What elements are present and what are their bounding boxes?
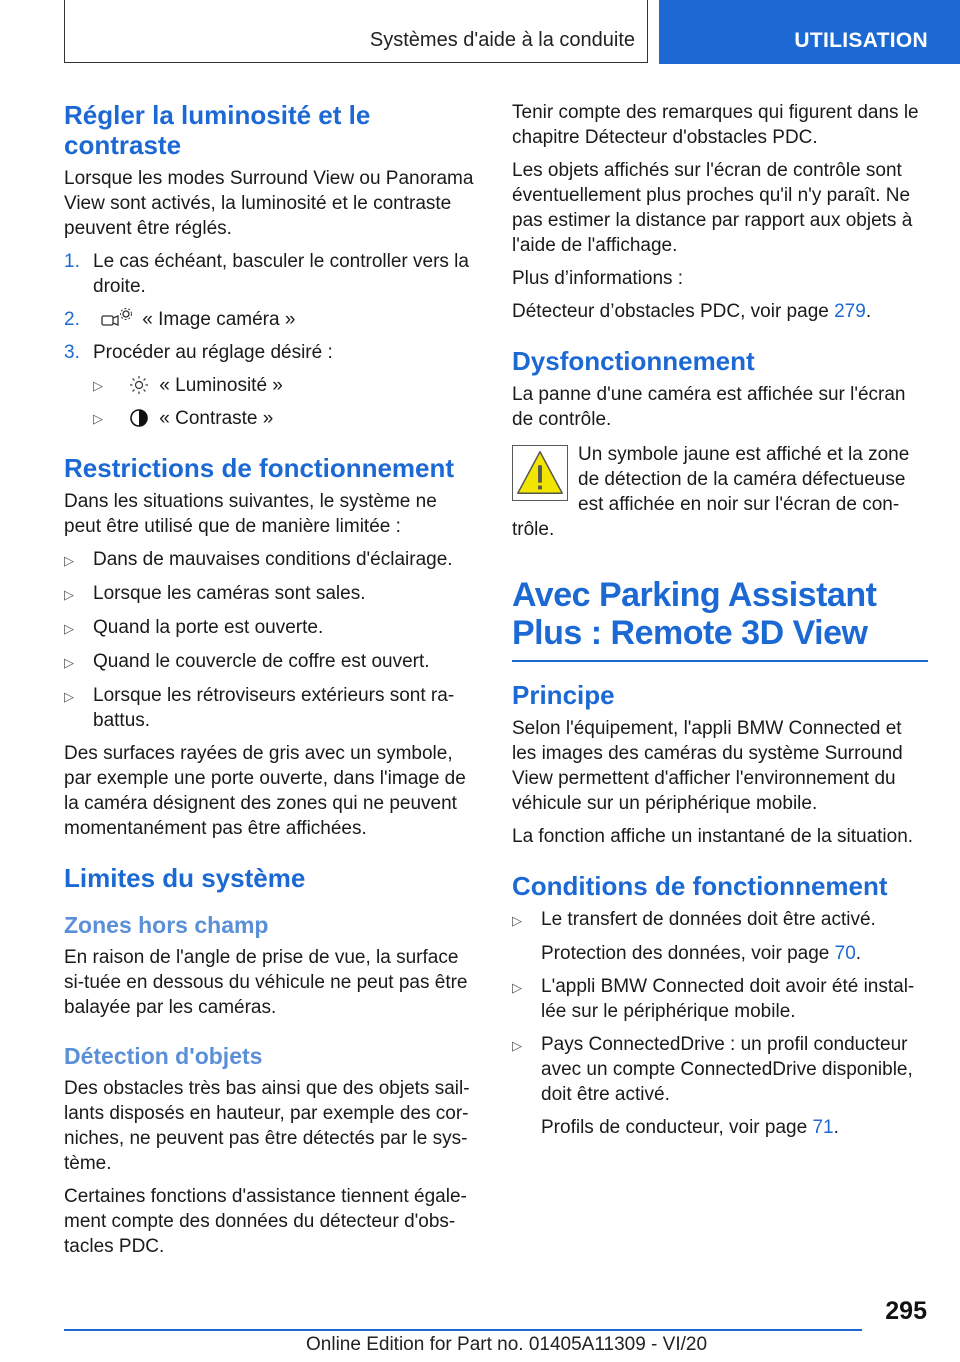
condition-ref: Profils de conducteur, voir page 71.: [541, 1116, 839, 1138]
camera-settings-icon: [99, 307, 133, 329]
paragraph-objets: Les objets affichés sur l'écran de contrôle sont éventuellement plus proches qu'il n'y paraît. Ne pas estimer la distance par rapport aux objets à l'aide de l'affichage.: [512, 160, 913, 256]
paragraph-detection: Des obstacles très bas ainsi que des objets sail-lants disposés en hauteur, par exemple des cor-niches, ne peuvent pas être détectés par le sys-tème.: [64, 1078, 470, 1174]
paragraph-fonction: La fonction affiche un instantané de la situation.: [512, 825, 914, 847]
triangle-bullet-icon: ▷: [64, 553, 74, 568]
contrast-icon: [128, 408, 150, 428]
paragraph-zones: En raison de l'angle de prise de vue, la surface si-tuée en dessous du véhicule ne peut pas être balayée par les caméras.: [64, 947, 468, 1018]
restriction-text: Quand le couvercle de coffre est ouvert.: [93, 651, 430, 672]
paragraph-certaines: Certaines fonctions d'assistance tiennent égale-ment compte des données du détecteur d'obs-tacles PDC.: [64, 1186, 467, 1257]
step-text: « Image caméra »: [142, 309, 296, 330]
heading-limites: Limites du système: [64, 863, 306, 893]
restriction-text: Lorsque les caméras sont sales.: [93, 583, 366, 604]
heading-conditions: Conditions de fonctionnement: [512, 870, 888, 901]
restriction-item: [64, 615, 478, 641]
paragraph-surfaces: Des surfaces rayées de gris avec un symbole, par exemple une porte ouverte, dans l'image de la caméra désignent des zones qui ne peuvent momentanément pas être affichées.: [64, 743, 466, 839]
subheading-zones: Zones hors champ: [64, 912, 269, 938]
sub-item-luminosite: [93, 373, 478, 398]
triangle-bullet-icon: ▷: [512, 912, 522, 928]
restriction-item: [64, 649, 478, 675]
reference-text: Profils de conducteur, voir page: [541, 1116, 808, 1138]
triangle-bullet-icon: ▷: [64, 655, 74, 670]
brightness-icon: [128, 375, 150, 395]
triangle-bullet-icon: ▷: [512, 1037, 522, 1053]
warning-block: [512, 442, 928, 542]
page-number: 295: [885, 1297, 927, 1325]
sub-item-text: « Luminosité »: [159, 375, 283, 396]
heading-rule: [512, 660, 928, 662]
footer-rule: [64, 1329, 862, 1331]
restriction-text: Lorsque les rétroviseurs extérieurs sont ra-battus.: [93, 685, 455, 731]
paragraph-principe: Selon l'équipement, l'appli BMW Connected et les images des caméras du système Surround View permettent d'afficher l'environnement du véhicule sur un périphérique mobile.: [512, 717, 903, 814]
restriction-item: [64, 683, 478, 733]
condition-item: [512, 974, 928, 1024]
triangle-bullet-icon: ▷: [64, 587, 74, 602]
header-chapter-title: UTILISATION: [794, 29, 928, 52]
paragraph-symbole: Un symbole jaune est affiché et la zone de détection de la caméra défectueuse est affichée en noir sur l'écran de con-trôle.: [512, 444, 910, 540]
heading-principe: Principe: [512, 679, 615, 710]
step-item: [64, 307, 478, 332]
condition-text: Pays ConnectedDrive : un profil conducteur avec un compte ConnectedDrive disponible, doit être activé.: [541, 1033, 913, 1105]
restriction-item: [64, 581, 478, 607]
restriction-text: Dans de mauvaises conditions d'éclairage.: [93, 549, 453, 570]
step-text: Procéder au réglage désiré :: [93, 342, 333, 363]
triangle-bullet-icon: ▷: [93, 378, 103, 393]
triangle-bullet-icon: ▷: [64, 621, 74, 636]
header-section-box: [64, 0, 648, 63]
heading-dysfonctionnement: Dysfonctionnement: [512, 346, 755, 376]
reference-text: Détecteur d’obstacles PDC, voir page: [512, 301, 829, 322]
step-number: 3.: [64, 342, 80, 363]
condition-ref: Protection des données, voir page 70.: [541, 942, 862, 964]
step-item: [64, 249, 478, 299]
step-number: 1.: [64, 251, 80, 272]
heading-restrictions: Restrictions de fonctionnement: [64, 453, 455, 483]
triangle-bullet-icon: ▷: [64, 689, 74, 704]
header-chapter-tab: [659, 0, 960, 64]
paragraph-tenir: Tenir compte des remarques qui figurent dans le chapitre Détecteur d'obstacles PDC.: [512, 102, 919, 148]
page-link-driver-profiles[interactable]: 71: [812, 1116, 834, 1138]
condition-item: [512, 907, 928, 933]
paragraph-plus: Plus d’informations :: [512, 268, 684, 289]
triangle-bullet-icon: ▷: [512, 979, 522, 995]
step-text: Le cas échéant, basculer le controller vers la droite.: [93, 251, 469, 297]
condition-text: L'appli BMW Connected doit avoir été instal-lée sur le périphérique mobile.: [541, 975, 915, 1022]
step-item: [64, 340, 478, 365]
reference-text: Protection des données, voir page: [541, 942, 830, 964]
heading-brightness: Régler la luminosité et le contraste: [64, 100, 371, 160]
header-section-title: Systèmes d'aide à la conduite: [369, 29, 635, 51]
right-column: [512, 100, 928, 1148]
subheading-detection: Détection d'objets: [64, 1043, 263, 1069]
warning-triangle-icon: [512, 445, 568, 501]
condition-item: [512, 1032, 928, 1107]
page-link-pdc[interactable]: 279: [834, 301, 866, 322]
step-number: 2.: [64, 309, 80, 330]
heading-parking-assistant: Avec Parking Assistant Plus : Remote 3D View: [512, 576, 877, 652]
sub-item-text: « Contraste »: [159, 408, 274, 429]
restriction-item: [64, 547, 478, 573]
left-column: [64, 100, 478, 1267]
page-link-data-protection[interactable]: 70: [834, 942, 856, 964]
footer-edition: Online Edition for Part no. 01405A11309 - VI/20: [306, 1334, 708, 1355]
paragraph-brightness: Lorsque les modes Surround View ou Panorama View sont activés, la luminosité et le contraste peuvent être réglés.: [64, 168, 474, 239]
restriction-text: Quand la porte est ouverte.: [93, 617, 324, 638]
paragraph-restrictions: Dans les situations suivantes, le système ne peut être utilisé que de manière limitée :: [64, 491, 437, 537]
triangle-bullet-icon: ▷: [93, 411, 103, 426]
paragraph-pdc-ref: Détecteur d’obstacles PDC, voir page 279.: [512, 301, 872, 322]
paragraph-dysf: La panne d'une caméra est affichée sur l'écran de contrôle.: [512, 384, 906, 430]
sub-item-contraste: [93, 406, 478, 431]
condition-text: Le transfert de données doit être activé.: [541, 908, 876, 930]
